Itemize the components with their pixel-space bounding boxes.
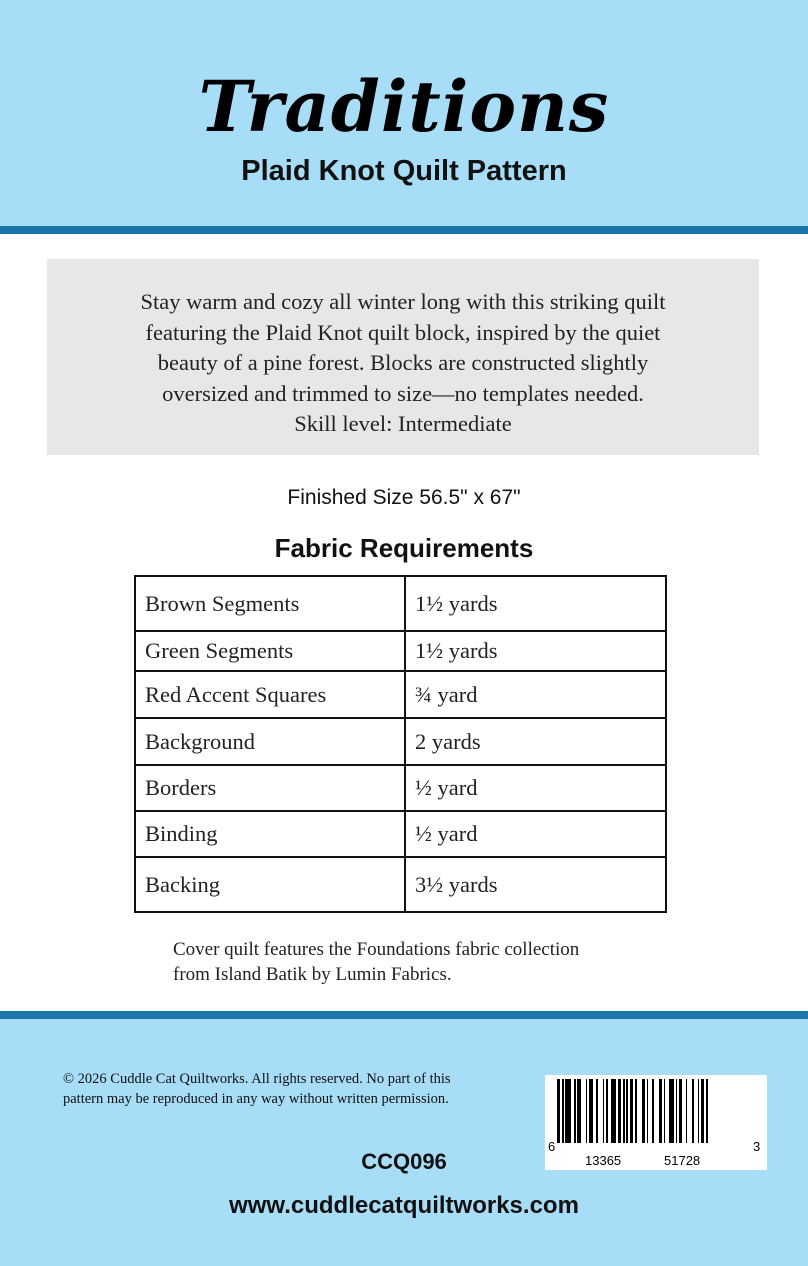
table-row <box>135 765 666 811</box>
fabric-amount: 1½ yards <box>405 631 666 671</box>
table-row <box>135 811 666 857</box>
copyright-line: © 2026 Cuddle Cat Quiltworks. All rights reserved. No part of this <box>63 1071 451 1087</box>
pattern-code: CCQ096 <box>361 1149 447 1174</box>
fabric-requirements-table <box>134 575 667 913</box>
fabric-amount: 3½ yards <box>405 857 666 912</box>
credit-line: from Island Batik by Lumin Fabrics. <box>173 964 452 985</box>
fabric-amount: 2 yards <box>405 718 666 765</box>
fabric-amount: ¾ yard <box>405 671 666 718</box>
fabric-name: Backing <box>135 857 405 912</box>
table-row <box>135 631 666 671</box>
fabric-amount: ½ yard <box>405 811 666 857</box>
fabric-name: Borders <box>135 765 405 811</box>
finished-size: Finished Size 56.5" x 67" <box>287 486 521 509</box>
fabric-name: Background <box>135 718 405 765</box>
description-line: beauty of a pine forest. Blocks are constructed slightly <box>157 350 649 375</box>
description-text <box>47 259 759 440</box>
description-line: featuring the Plaid Knot quilt block, inspired by the quiet <box>145 319 661 345</box>
barcode-lead-digit: 6 <box>548 1139 556 1154</box>
description-line: Stay warm and cozy all winter long with this striking quilt <box>140 289 666 314</box>
copyright-notice <box>63 1069 533 1109</box>
table-row <box>135 718 666 765</box>
fabric-requirements-heading: Fabric Requirements <box>274 533 534 563</box>
credit-line: Cover quilt features the Foundations fabric collection <box>173 939 580 960</box>
fabric-amount: 1½ yards <box>405 576 666 631</box>
description-panel <box>47 259 759 455</box>
fabric-amount: ½ yard <box>405 765 666 811</box>
barcode-right-digits: 51728 <box>664 1153 701 1168</box>
footer-rule <box>0 1011 808 1019</box>
website-link[interactable]: www.cuddlecatquiltworks.com <box>229 1192 579 1219</box>
description-line: oversized and trimmed to size—no templates needed. <box>162 380 644 406</box>
fabric-name: Binding <box>135 811 405 857</box>
copyright-line: pattern may be reproduced in any way without written permission. <box>63 1091 449 1107</box>
barcode-stripe <box>708 1079 711 1143</box>
barcode-left-digits: 13365 <box>585 1153 622 1168</box>
fabric-name: Red Accent Squares <box>135 671 405 718</box>
fabric-credit <box>173 937 693 987</box>
page-subtitle: Plaid Knot Quilt Pattern <box>241 155 567 187</box>
fabric-name: Brown Segments <box>135 576 405 631</box>
page-title: Traditions <box>198 65 610 148</box>
table-row <box>135 671 666 718</box>
table-row <box>135 576 666 631</box>
barcode-bars <box>557 1079 755 1143</box>
fabric-name: Green Segments <box>135 631 405 671</box>
table-row <box>135 857 666 912</box>
skill-level: Skill level: Intermediate <box>294 411 512 436</box>
header-rule <box>0 226 808 234</box>
barcode-check-digit: 3 <box>753 1139 761 1154</box>
